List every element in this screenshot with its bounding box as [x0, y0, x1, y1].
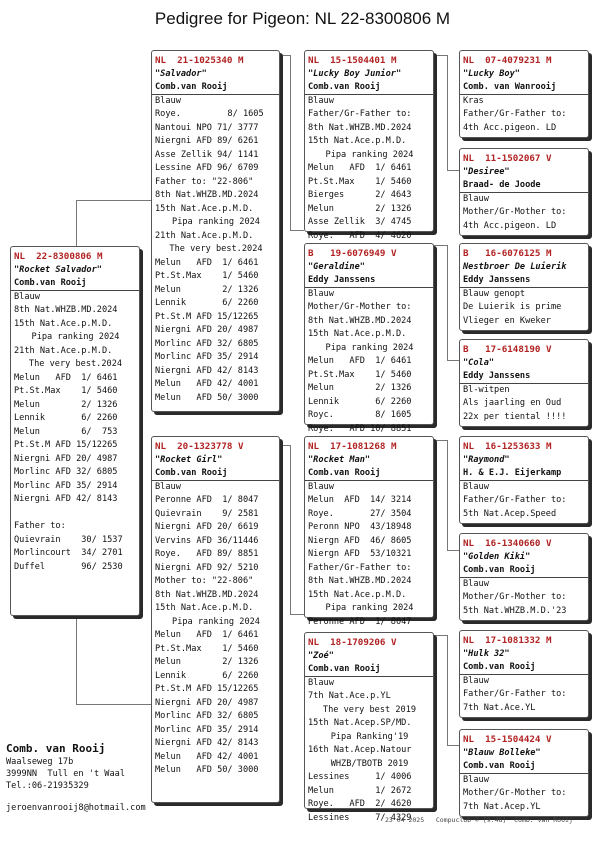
card-line: Pt.St.Max 1/ 5460: [155, 643, 259, 654]
card-line: Melun AFD 1/ 6461: [14, 372, 118, 383]
card-line: Peronne AFD 1/ 8047: [308, 616, 412, 627]
card-line: Niergni AFD 89/ 6261: [155, 136, 259, 146]
card-line: Melun AFD 42/ 4001: [155, 751, 259, 762]
card-line: Als jaarling en Oud: [463, 398, 562, 408]
card-line: Vlieger en Kweker: [463, 315, 551, 326]
connector: [432, 635, 447, 636]
connector: [290, 55, 291, 230]
card-line: Niergni AFD 20/ 4987: [155, 325, 259, 335]
card-line: Mother/Gr-Mother to:: [463, 788, 567, 798]
card-line: Blauw: [308, 288, 334, 299]
owner-address-city: 3999NN Tull en 't Waal: [6, 769, 125, 779]
card-line: Niergni AFD 20/ 6619: [155, 522, 259, 532]
pedigree-card-dam-dam-dam[interactable]: [459, 729, 589, 817]
pigeon-name: "Salvador": [155, 68, 207, 79]
pedigree-card-dam-sire-dam[interactable]: [459, 533, 589, 621]
card-line: Mother to: "22-806": [155, 576, 254, 586]
card-line: Pipa ranking 2024: [325, 149, 414, 160]
card-line: Lessines 1/ 4006: [308, 772, 412, 782]
card-line: Pt.St.M AFD 15/12265: [14, 440, 118, 450]
card-line: Roye. AFD 4/ 4620: [308, 230, 412, 241]
owner-phone: Tel.:06-21935329: [6, 781, 89, 791]
card-line: Morlinc AFD 35/ 2914: [155, 352, 259, 362]
pigeon-name: "Cola": [463, 357, 495, 368]
owner-email[interactable]: jeroenvanrooij8@hotmail.com: [6, 803, 146, 813]
card-line: Mother/Gr-Mother to:: [463, 592, 567, 602]
card-line: Royc. 8/ 1605: [308, 410, 412, 420]
owner-address-street: Waalseweg 17b: [6, 757, 74, 767]
breeder-name: Comb.van Rooij: [463, 761, 536, 771]
connector: [447, 550, 459, 551]
card-line: Father to:: [14, 521, 66, 531]
pigeon-name: "Hulk 32": [463, 648, 510, 659]
card-line: Lennik 6/ 2260: [308, 396, 412, 407]
breeder-name: Comb. van Wanrooij: [463, 82, 557, 92]
card-line: Father/Gr-Father to:: [463, 689, 567, 699]
card-line: Nantoui NPO 71/ 3777: [155, 122, 259, 133]
card-line: Blauw: [463, 193, 489, 204]
card-line: Niergni AFD 20/ 4987: [155, 697, 259, 708]
card-line: 8th Nat.WHZB.MD.2024: [155, 589, 259, 600]
card-line: Bl-witpen: [463, 384, 510, 395]
card-line: Duffel 96/ 2530: [14, 561, 123, 572]
card-line: 15th Nat.Ace.p.M.D.: [155, 203, 254, 214]
breeder-name: H. & E.J. Eijerkamp: [463, 468, 562, 478]
card-line: Pipa ranking 2024: [172, 616, 260, 627]
connector: [290, 445, 291, 615]
card-line: Morlinc AFD 35/ 2914: [155, 724, 259, 735]
card-line: Melun AFD 42/ 4001: [155, 379, 259, 389]
pedigree-card-sire-dam-dam[interactable]: [459, 339, 589, 427]
card-line: Melun AFD 14/ 3214: [308, 495, 412, 505]
card-line: Melun 2/ 1326: [308, 383, 412, 393]
breeder-name: Comb.van Rooij: [463, 565, 536, 575]
card-line: [14, 507, 137, 520]
connector: [432, 55, 447, 56]
card-line: Roye. 27/ 3504: [308, 508, 412, 519]
connector: [447, 440, 448, 550]
card-line: Lennik 6/ 2260: [155, 670, 259, 681]
card-line: 8th Nat.WHZB.MD.2024: [14, 305, 118, 315]
card-line: 8th Nat.WHZB.MD.2024: [308, 576, 412, 586]
connector: [447, 745, 459, 746]
card-line: 5th Nat.Acep.Speed: [463, 508, 557, 519]
pigeon-name: "Blauw Bolleke": [463, 747, 541, 758]
ring-number: B 16-6076125 M: [463, 248, 552, 259]
card-line: Kras: [463, 95, 484, 106]
pedigree-card-sire-sire[interactable]: [304, 50, 434, 241]
ring-number: NL 18-1709206 V: [308, 637, 397, 648]
connector: [447, 170, 459, 171]
card-line: 4th Acc.pigeon. LD: [463, 220, 557, 231]
breeder-name: Comb.van Rooij: [463, 662, 536, 672]
pigeon-name: "Golden Kiki": [463, 551, 531, 562]
card-line: Bierges 2/ 4643: [308, 190, 412, 200]
card-line: Peronne AFD 1/ 8047: [155, 495, 259, 505]
breeder-name: Comb.van Rooij: [14, 278, 87, 288]
ring-number: NL 17-1081268 M: [308, 441, 397, 452]
card-line: Blauw: [463, 578, 489, 589]
card-line: Peronn NPO 43/18948: [308, 522, 412, 532]
card-line: Asse Zellik 94/ 1141: [155, 149, 259, 160]
page-title: Pedigree for Pigeon: NL 22-8300806 M: [154, 9, 451, 28]
card-line: Blauw: [308, 481, 334, 492]
pedigree-card-sire[interactable]: [151, 50, 280, 412]
ring-number: NL 17-1081332 M: [463, 635, 552, 646]
card-line: Niergni AFD 92/ 5210: [155, 562, 259, 573]
card-line: 15th Nat.Ace.p.M.D.: [14, 318, 113, 329]
card-line: Lennik 6/ 2260: [155, 298, 259, 308]
card-line: 21th Nat.Ace.p.M.D.: [155, 230, 254, 241]
connector: [447, 55, 448, 170]
card-line: Roye. 8/ 1605: [155, 109, 264, 119]
card-line: Pt.St.Max 1/ 5460: [308, 369, 412, 380]
card-line: 22x per tiental !!!!: [463, 411, 567, 422]
card-line: Melun AFD 50/ 3000: [155, 392, 259, 403]
card-line: 16th Nat.Acep.Natour: [308, 745, 412, 755]
pigeon-name: Nestbroer De Luierik: [463, 261, 567, 272]
card-line: Roye. AFD 2/ 4620: [308, 799, 412, 809]
card-line: 8th Nat.WHZB.MD.2024: [308, 315, 412, 326]
card-line: 15th Nat.Ace.p.M.D.: [308, 136, 407, 146]
card-line: The very best.2024: [169, 244, 263, 254]
connector: [76, 614, 77, 704]
breeder-name: Comb.van Rooij: [308, 468, 381, 478]
card-line: The very best.2024: [28, 359, 123, 369]
pedigree-card-pigeon[interactable]: [10, 246, 140, 616]
card-line: Pt.St.M AFD 15/12265: [155, 684, 259, 694]
card-line: 8th Nat.WHZB.MD.2024: [155, 190, 259, 200]
card-line: Father/Gr-Father to:: [308, 109, 412, 119]
pigeon-name: "Geraldine": [308, 261, 365, 272]
card-line: 15th Nat.Ace.p.M.D.: [308, 329, 407, 339]
ring-number: NL 22-8300806 M: [14, 251, 103, 262]
ring-number: NL 15-1504401 M: [308, 55, 397, 66]
card-line: Pt.St.Max 1/ 5460: [155, 271, 259, 281]
breeder-name: Comb.van Rooij: [308, 82, 381, 92]
card-line: Father/Gr-Father to:: [463, 109, 567, 119]
pedigree-card-dam-sire[interactable]: [304, 436, 434, 627]
card-line: Melun 2/ 1326: [308, 203, 412, 214]
pedigree-card-sire-dam[interactable]: [304, 243, 434, 434]
pigeon-name: "Raymond": [463, 454, 510, 465]
card-line: 5th Nat.WHZB.M.D.'23: [463, 605, 567, 616]
card-line: Melun 2/ 1326: [155, 284, 259, 295]
breeder-name: Eddy Janssens: [308, 275, 376, 285]
owner-name: Comb. van Rooij: [6, 742, 106, 755]
connector: [447, 245, 448, 360]
card-line: Pt.St.Max 1/ 5460: [14, 386, 118, 396]
card-line: Melun 6/ 753: [14, 426, 118, 437]
card-line: 7th Nat.Ace.YL: [463, 702, 536, 713]
breeder-name: Braad- de Joode: [463, 180, 541, 190]
card-line: Niergni AFD 42/ 8143: [14, 494, 118, 504]
card-line: Roye. AFD 89/ 8851: [155, 549, 259, 559]
breeder-name: Comb.van Rooij: [308, 664, 381, 674]
card-line: Lessines 7/ 4329: [308, 812, 412, 823]
card-line: Father/Gr-Father to:: [308, 562, 412, 573]
breeder-name: Eddy Janssens: [463, 371, 531, 381]
ring-number: NL 16-1253633 M: [463, 441, 552, 452]
pigeon-name: "Lucky Boy": [463, 68, 520, 79]
card-line: Roye. AFD 10/ 8851: [308, 423, 412, 434]
pedigree-card-dam-dam[interactable]: [304, 632, 434, 823]
breeder-name: Eddy Janssens: [463, 275, 531, 285]
card-line: Melun AFD 1/ 6461: [155, 257, 259, 268]
card-line: Niergni AFD 42/ 8143: [155, 365, 259, 376]
card-line: Mother/Gr-Mother to:: [308, 302, 412, 312]
card-line: Niergn AFD 46/ 8605: [308, 535, 412, 546]
connector: [290, 614, 304, 615]
breeder-name: Comb.van Rooij: [155, 82, 228, 92]
card-line: Mother/Gr-Mother to:: [463, 207, 567, 217]
ring-number: NL 21-1025340 M: [155, 55, 244, 66]
card-line: Morlinc AFD 32/ 6805: [14, 467, 118, 477]
card-line: Pt.St.M AFD 15/12265: [155, 311, 259, 322]
card-line: Blauw: [463, 675, 489, 686]
card-line: Melun AFD 1/ 6461: [155, 630, 259, 640]
card-line: Blauw: [308, 95, 334, 106]
ring-number: B 17-6148190 V: [463, 344, 552, 355]
card-line: Pipa Ranking'19: [330, 731, 409, 742]
card-line: Morlincourt 34/ 2701: [14, 548, 123, 558]
connector: [76, 704, 152, 705]
pigeon-name: "Zoé": [308, 650, 334, 661]
pigeon-name: "Lucky Boy Junior": [308, 68, 402, 79]
ring-number: NL 15-1504424 V: [463, 734, 552, 745]
card-line: 7th Nat.Ace.p.YL: [308, 691, 391, 701]
card-line: Melun AFD 50/ 3000: [155, 765, 259, 775]
card-line: Blauw: [155, 95, 181, 106]
card-line: Vervins AFD 36/11446: [155, 535, 259, 546]
connector: [290, 230, 304, 231]
card-line: Melun 2/ 1326: [14, 399, 118, 410]
card-line: Blauw: [463, 481, 489, 492]
card-line: Blauw genopt: [463, 288, 526, 299]
card-line: Melun AFD 1/ 6461: [308, 163, 412, 173]
ring-number: NL 20-1323778 V: [155, 441, 244, 452]
card-line: Pipa ranking 2024: [325, 603, 414, 613]
card-line: Melun 2/ 1326: [155, 657, 259, 667]
connector: [76, 200, 77, 248]
card-line: Blauw: [463, 774, 489, 785]
card-line: Pt.St.Max 1/ 5460: [308, 176, 412, 187]
card-line: Quievrain 30/ 1537: [14, 534, 123, 545]
ring-number: NL 07-4079231 M: [463, 55, 552, 66]
connector: [76, 200, 152, 201]
card-line: 15th Nat.Acep.SP/MD.: [308, 718, 412, 728]
footer-credit: 23 04 2025 Compuclub © [9.48] Comb. van Rooij: [385, 816, 573, 824]
card-line: Blauw: [14, 291, 40, 302]
ring-number: B 19-6076949 V: [308, 248, 397, 259]
card-line: Lennik 6/ 2260: [14, 413, 118, 423]
card-line: 15th Nat.Ace.p.M.D.: [155, 603, 254, 613]
card-line: Pipa ranking 2024: [325, 342, 414, 353]
card-line: Father to: "22-806": [155, 176, 254, 187]
pigeon-name: "Rocket Man": [308, 454, 371, 465]
card-line: Pipa ranking 2024: [172, 217, 260, 227]
card-line: Blauw: [308, 677, 334, 688]
card-line: Lessine AFD 96/ 6709: [155, 163, 259, 173]
card-line: Niergni AFD 42/ 8143: [155, 738, 259, 748]
pigeon-name: "Rocket Girl": [155, 454, 223, 465]
card-line: 7th Nat.Acep.YL: [463, 801, 541, 812]
card-line: Morlinc AFD 35/ 2914: [14, 480, 118, 491]
card-line: Pipa ranking 2024: [31, 332, 120, 342]
pedigree-card-sire-dam-sire[interactable]: [459, 243, 589, 331]
card-line: 21th Nat.Ace.p.M.D.: [14, 345, 113, 356]
card-line: Blauw: [155, 481, 181, 492]
card-line: Morlinc AFD 32/ 6805: [155, 338, 259, 349]
connector: [432, 245, 447, 246]
pedigree-card-sire-sire-sire[interactable]: [459, 50, 589, 138]
ring-number: NL 11-1502067 V: [463, 153, 552, 164]
pedigree-card-dam-dam-sire[interactable]: [459, 630, 589, 718]
pigeon-name: "Rocket Salvador": [14, 264, 102, 275]
card-line: 4th Acc.pigeon. LD: [463, 122, 557, 133]
ring-number: NL 16-1340660 V: [463, 538, 552, 549]
breeder-name: Comb.van Rooij: [155, 468, 228, 478]
card-line: The very best 2019: [322, 704, 417, 715]
connector: [447, 635, 448, 745]
card-line: Niergn AFD 53/10321: [308, 549, 412, 559]
card-line: Melun AFD 1/ 6461: [308, 356, 412, 366]
card-line: Morlinc AFD 32/ 6805: [155, 711, 259, 721]
pigeon-name: "Desiree": [463, 166, 510, 177]
card-line: De Luierik is prime: [463, 302, 562, 312]
card-line: 8th Nat.WHZB.MD.2024: [308, 122, 412, 133]
card-line: 15th Nat.Ace.p.M.D.: [308, 589, 407, 600]
connector: [432, 440, 447, 441]
card-line: WHZB/TBOTB 2019: [330, 758, 409, 769]
pedigree-card-sire-sire-dam[interactable]: [459, 148, 589, 236]
card-line: Father/Gr-Father to:: [463, 495, 567, 505]
card-line: Quievrain 9/ 2581: [155, 508, 259, 519]
connector: [447, 360, 459, 361]
card-line: Asse Zellik 3/ 4745: [308, 217, 412, 227]
card-line: Melun 1/ 2672: [308, 785, 412, 796]
pedigree-card-dam[interactable]: [151, 436, 280, 803]
pedigree-card-dam-sire-sire[interactable]: [459, 436, 589, 524]
owner-block: [6, 741, 146, 792]
card-line: Niergni AFD 20/ 4987: [14, 453, 118, 464]
